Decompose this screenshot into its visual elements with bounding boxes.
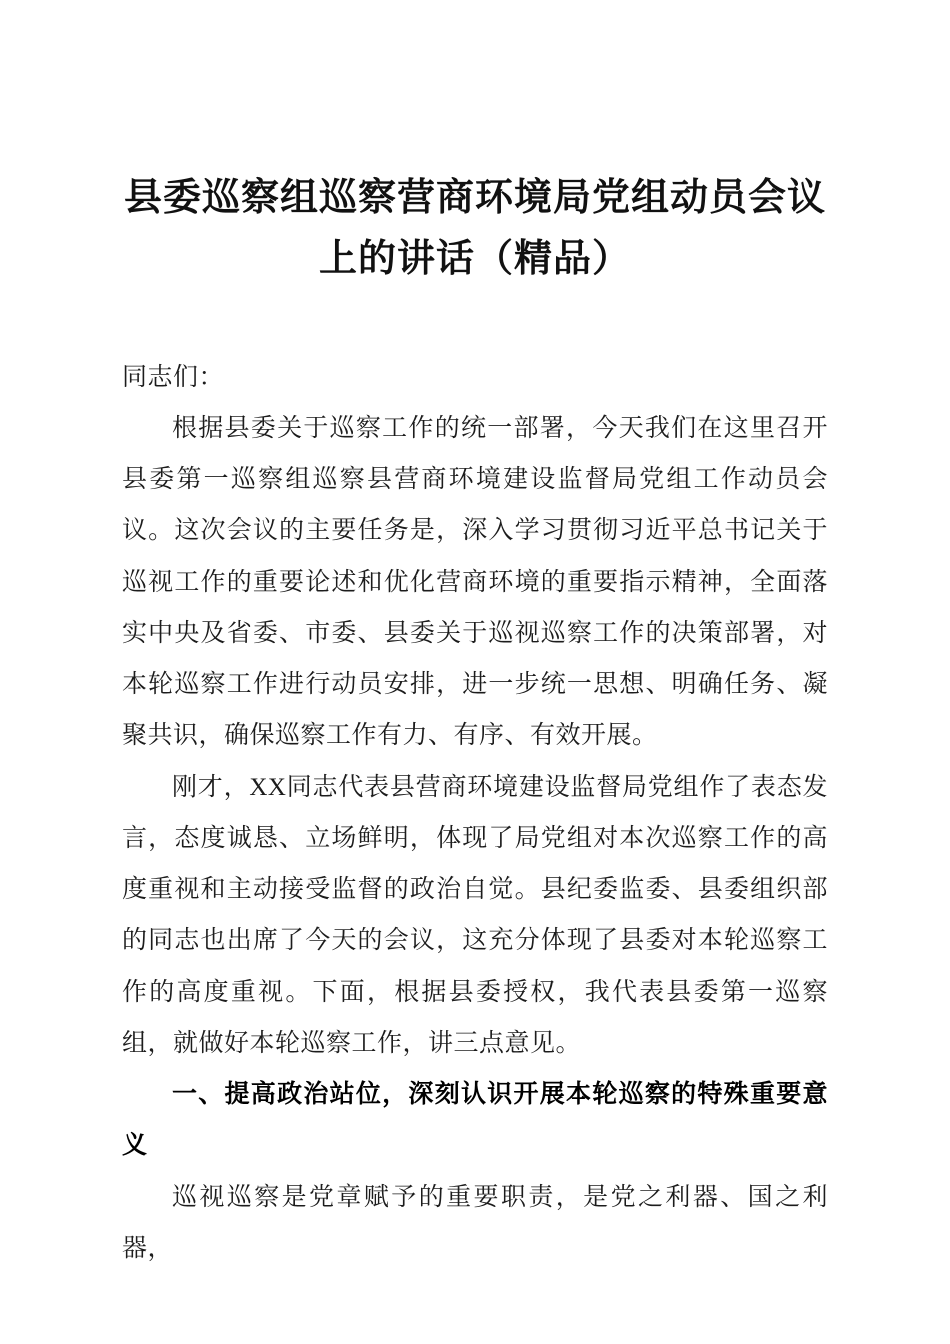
body-paragraph: 刚才，XX同志代表县营商环境建设监督局党组作了表态发言，态度诚恳、立场鲜明，体现了局党组对本次巡察工作的高度重视和主动接受监督的政治自觉。县纪委监委、县委组织部的同志也出席了今天的会议，这充分体现了县委对本轮巡察工作的高度重视。下面，根据县委授权，我代表县委第一巡察组，就做好本轮巡察工作，讲三点意见。 <box>122 773 828 1057</box>
body-paragraph: 巡视巡察是党章赋予的重要职责，是党之利器、国之利器， <box>122 1183 828 1262</box>
body-paragraph: 根据县委关于巡察工作的统一部署，今天我们在这里召开县委第一巡察组巡察县营商环境建设监督局党组工作动员会议。这次会议的主要任务是，深入学习贯彻习近平总书记关于巡视工作的重要论述和优化营商环境的重要指示精神，全面落实中央及省委、市委、县委关于巡视巡察工作的决策部署，对本轮巡察工作进行动员安排，进一步统一思想、明确任务、凝聚共识，确保巡察工作有力、有序、有效开展。 <box>122 414 828 750</box>
document-title: 县委巡察组巡察营商环境局党组动员会议上的讲话（精品） <box>123 177 826 280</box>
section-heading: 一、提高政治站位，深刻认识开展本轮巡察的特殊重要意义 <box>122 1081 828 1160</box>
salutation-paragraph: 同志们： <box>122 363 225 391</box>
